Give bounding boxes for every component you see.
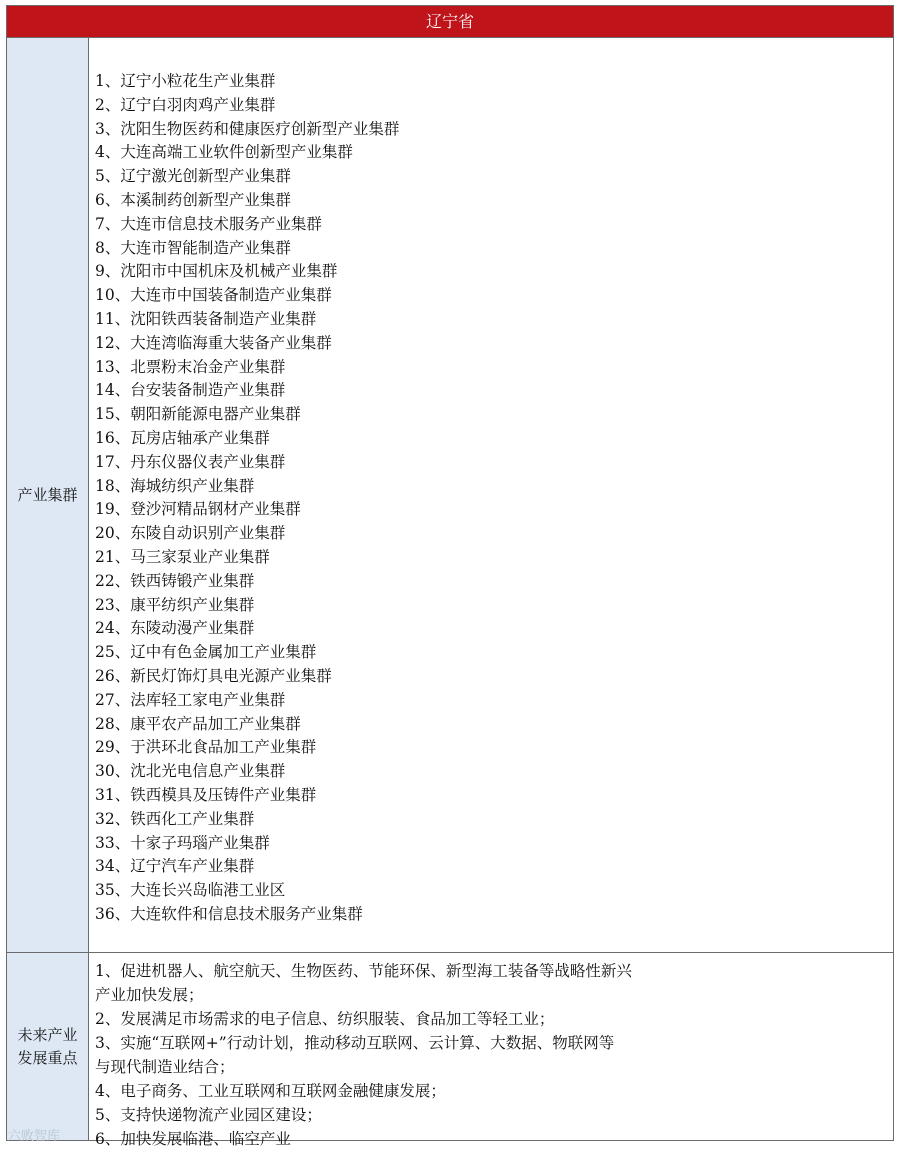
list-item: 18、海城纺织产业集群 xyxy=(95,476,255,495)
list-item: 24、东陵动漫产业集群 xyxy=(95,619,255,638)
future-focus-row xyxy=(7,953,893,1148)
list-item: 26、新民灯饰灯具电光源产业集群 xyxy=(95,666,332,685)
list-item: 4、大连高端工业软件创新型产业集群 xyxy=(95,143,353,162)
list-item: 29、于洪环北食品加工产业集群 xyxy=(95,738,317,757)
label-line: 产业集群 xyxy=(17,485,78,504)
future-focus-list xyxy=(95,959,632,1151)
list-item: 2、发展满足市场需求的电子信息、纺织服装、食品加工等轻工业； xyxy=(95,1010,555,1028)
list-item: 16、瓦房店轴承产业集群 xyxy=(95,428,270,447)
industry-cluster-list xyxy=(95,70,399,927)
province-table xyxy=(6,5,894,1148)
label-line-1: 未来产业 xyxy=(17,1025,78,1044)
list-item: 11、沈阳铁西装备制造产业集群 xyxy=(95,309,317,328)
list-item: 3、沈阳生物医药和健康医疗创新型产业集群 xyxy=(95,119,400,138)
list-item: 7、大连市信息技术服务产业集群 xyxy=(95,214,322,233)
list-item: 1、辽宁小粒花生产业集群 xyxy=(95,72,276,90)
list-item: 2、辽宁白羽肉鸡产业集群 xyxy=(95,95,276,114)
list-item: 15、朝阳新能源电器产业集群 xyxy=(95,405,301,424)
list-item: 产业加快发展； xyxy=(95,986,204,1004)
list-item: 4、电子商务、工业互联网和互联网金融健康发展； xyxy=(95,1082,446,1100)
list-item: 17、丹东仪器仪表产业集群 xyxy=(95,452,286,471)
future-focus-label xyxy=(7,953,89,1140)
industry-cluster-row xyxy=(7,38,893,953)
list-item: 8、大连市智能制造产业集群 xyxy=(95,238,291,257)
list-item: 30、沈北光电信息产业集群 xyxy=(95,762,286,781)
list-item: 5、支持快递物流产业园区建设； xyxy=(95,1106,322,1124)
list-item: 12、大连湾临海重大装备产业集群 xyxy=(95,333,332,352)
table-title: 辽宁省 xyxy=(7,6,893,38)
list-item: 5、辽宁激光创新型产业集群 xyxy=(95,167,291,186)
list-item: 32、铁西化工产业集群 xyxy=(95,809,255,828)
label-line xyxy=(17,1024,77,1070)
list-item: 21、马三家泵业产业集群 xyxy=(95,547,270,566)
list-item: 14、台安装备制造产业集群 xyxy=(95,381,286,400)
industry-cluster-content xyxy=(89,38,893,952)
list-item: 25、辽中有色金属加工产业集群 xyxy=(95,643,317,662)
list-item: 23、康平纺织产业集群 xyxy=(95,595,255,614)
list-item: 28、康平农产品加工产业集群 xyxy=(95,714,301,733)
list-item: 35、大连长兴岛临港工业区 xyxy=(95,881,286,900)
list-item: 20、东陵自动识别产业集群 xyxy=(95,524,286,543)
list-item: 9、沈阳市中国机床及机械产业集群 xyxy=(95,262,338,281)
list-item: 19、登沙河精品钢材产业集群 xyxy=(95,500,301,519)
future-focus-content xyxy=(89,953,893,1148)
list-item: 6、加快发展临港、临空产业 xyxy=(95,1130,291,1148)
list-item: 与现代制造业结合； xyxy=(95,1058,235,1076)
label-line-2: 发展重点 xyxy=(17,1048,78,1067)
list-item: 33、十家子玛瑙产业集群 xyxy=(95,833,270,852)
watermark: 六败智库 xyxy=(8,1129,61,1144)
list-item: 3、实施“互联网+”行动计划，推动移动互联网、云计算、大数据、物联网等 xyxy=(95,1034,615,1052)
list-item: 36、大连软件和信息技术服务产业集群 xyxy=(95,904,363,923)
industry-cluster-label xyxy=(7,38,89,952)
list-item: 10、大连市中国装备制造产业集群 xyxy=(95,286,332,305)
list-item: 6、本溪制药创新型产业集群 xyxy=(95,190,291,209)
list-item: 22、铁西铸锻产业集群 xyxy=(95,571,255,590)
list-item: 27、法库轻工家电产业集群 xyxy=(95,690,286,709)
list-item: 1、促进机器人、航空航天、生物医药、节能环保、新型海工装备等战略性新兴 xyxy=(95,962,632,980)
list-item: 13、北票粉末冶金产业集群 xyxy=(95,357,286,376)
list-item: 34、辽宁汽车产业集群 xyxy=(95,857,255,876)
list-item: 31、铁西模具及压铸件产业集群 xyxy=(95,785,317,804)
